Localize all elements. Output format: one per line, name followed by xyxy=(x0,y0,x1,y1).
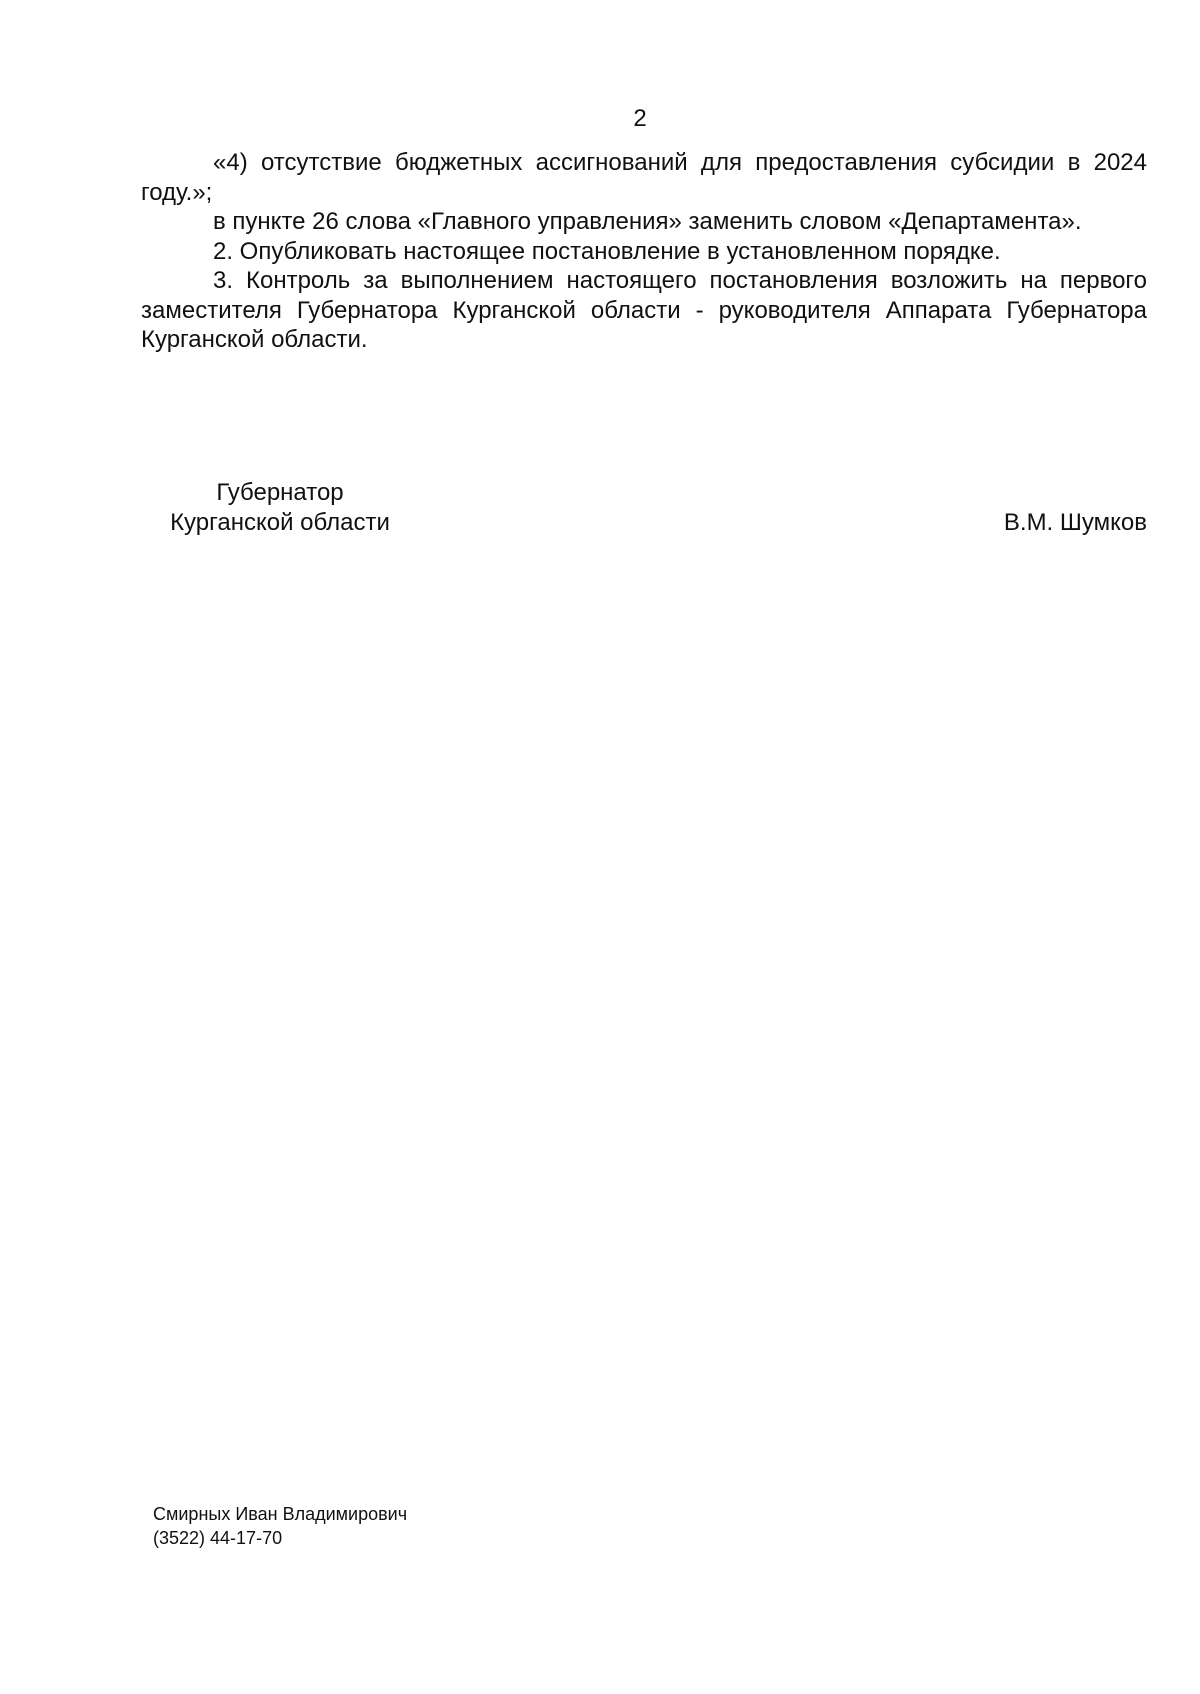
signatory-position-line1: Губернатор xyxy=(216,479,344,506)
paragraph-point-26-replacement: в пункте 26 слова «Главного управления» заменить словом «Департамента». xyxy=(213,208,1082,235)
paragraph-subsidy-condition: «4) отсутствие бюджетных ассигнований для предоставления субсидии в 2024 году.»; xyxy=(141,149,1147,206)
paragraph-control: 3. Контроль за выполнением настоящего постановления возложить на первого заместителя Губернатора Курганской области - руководителя Аппарата Губернатора Курганской области. xyxy=(141,267,1147,353)
signatory-position-line2: Курганской области xyxy=(170,509,390,536)
page-number: 2 xyxy=(633,105,647,132)
signatory-name: В.М. Шумков xyxy=(1003,509,1147,536)
executor-info xyxy=(153,1502,407,1550)
paragraph-publish: 2. Опубликовать настоящее постановление в установленном порядке. xyxy=(213,237,1001,265)
signatory-position xyxy=(150,478,410,538)
executor-name: Смирных Иван Владимирович xyxy=(153,1504,408,1524)
document-body xyxy=(141,148,1147,355)
executor-phone: (3522) 44-17-70 xyxy=(153,1528,283,1548)
